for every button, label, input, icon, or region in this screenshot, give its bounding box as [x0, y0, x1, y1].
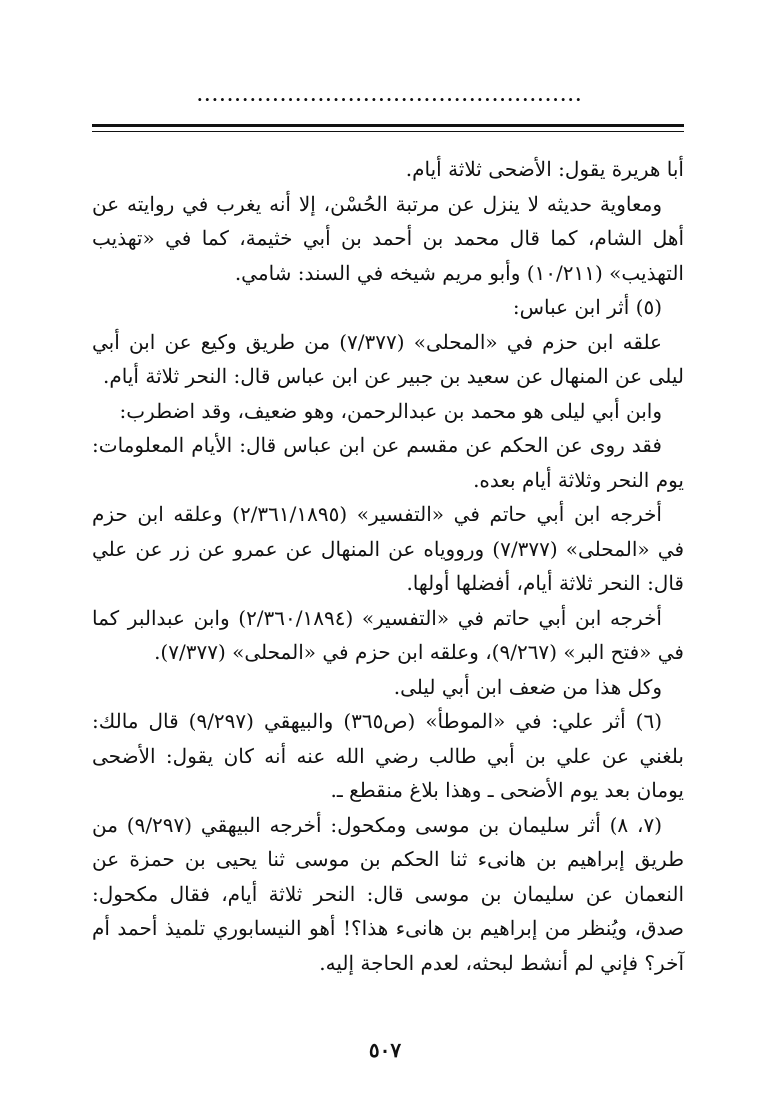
paragraph: ومعاوية حديثه لا ينزل عن مرتبة الحُسْن، إلا أنه يغرب في روايته عن أهل الشام، كما قال محمد بن أحمد بن أبي خثيمة، كما في «تهذيب التهذيب» (١٠/٢١١) وأبو مريم شيخه في السند: شامي. [92, 191, 684, 285]
paragraph: (٦) أثر علي: في «الموطأ» (ص٣٦٥) والبيهقي (٩/٢٩٧) قال مالك: بلغني عن علي بن أبي طالب رضي الله عنه أنه كان يقول: الأضحى يومان بعد يوم الأضحى ـ وهذا بلاغ منقطع ـ. [92, 709, 684, 802]
paragraph: فقد روى عن الحكم عن مقسم عن ابن عباس قال: الأيام المعلومات: يوم النحر وثلاثة أيام بعده. [92, 433, 684, 492]
paragraph: (٧، ٨) أثر سليمان بن موسى ومكحول: أخرجه البيهقي (٩/٢٩٧) من طريق إبراهيم بن هانىء ثنا الحكم بن موسى ثنا يحيى بن حمزة عن النعمان عن سليمان بن موسى قال: النحر ثلاثة أيام، فقال مكحول: صدق، ويُنظر من إبراهيم بن هانىء هذا؟! أهو النيسابوري تلميذ أحمد أم آخر؟ فإني لم أنشط لبحثه، لعدم الحاجة إليه. [92, 812, 684, 975]
section-heading: (٥) أثر ابن عباس: [512, 295, 662, 319]
header-dotted-line: ................................................... [196, 86, 584, 105]
page-body [92, 152, 684, 980]
header-rule-thin [92, 131, 684, 132]
page-number: ٥٠٧ [368, 1038, 402, 1062]
paragraph: وكل هذا من ضعف ابن أبي ليلى. [393, 674, 662, 699]
paragraph: أخرجه ابن أبي حاتم في «التفسير» (٢/٣٦١/١٨٩٥) وعلقه ابن حزم في «المحلى» (٧/٣٧٧) ورووياه عن المنهال عن عمرو عن زر عن علي قال: النحر ثلاثة أيام، أفضلها أولها. [92, 502, 685, 595]
header-rule-thick [92, 124, 684, 127]
paragraph: علقه ابن حزم في «المحلى» (٧/٣٧٧) من طريق وكيع عن ابن أبي ليلى عن المنهال عن سعيد بن جبير عن ابن عباس قال: النحر ثلاثة أيام. [92, 329, 684, 388]
paragraph: أخرجه ابن أبي حاتم في «التفسير» (٢/٣٦٠/١٨٩٤) وابن عبدالبر كما في «فتح البر» (٩/٢٦٧)، وعلقه ابن حزم في «المحلى» (٧/٣٧٧). [92, 605, 684, 664]
paragraph: وابن أبي ليلى هو محمد بن عبدالرحمن، وهو ضعيف، وقد اضطرب: [119, 398, 662, 423]
paragraph: أبا هريرة يقول: الأضحى ثلاثة أيام. [405, 157, 684, 181]
